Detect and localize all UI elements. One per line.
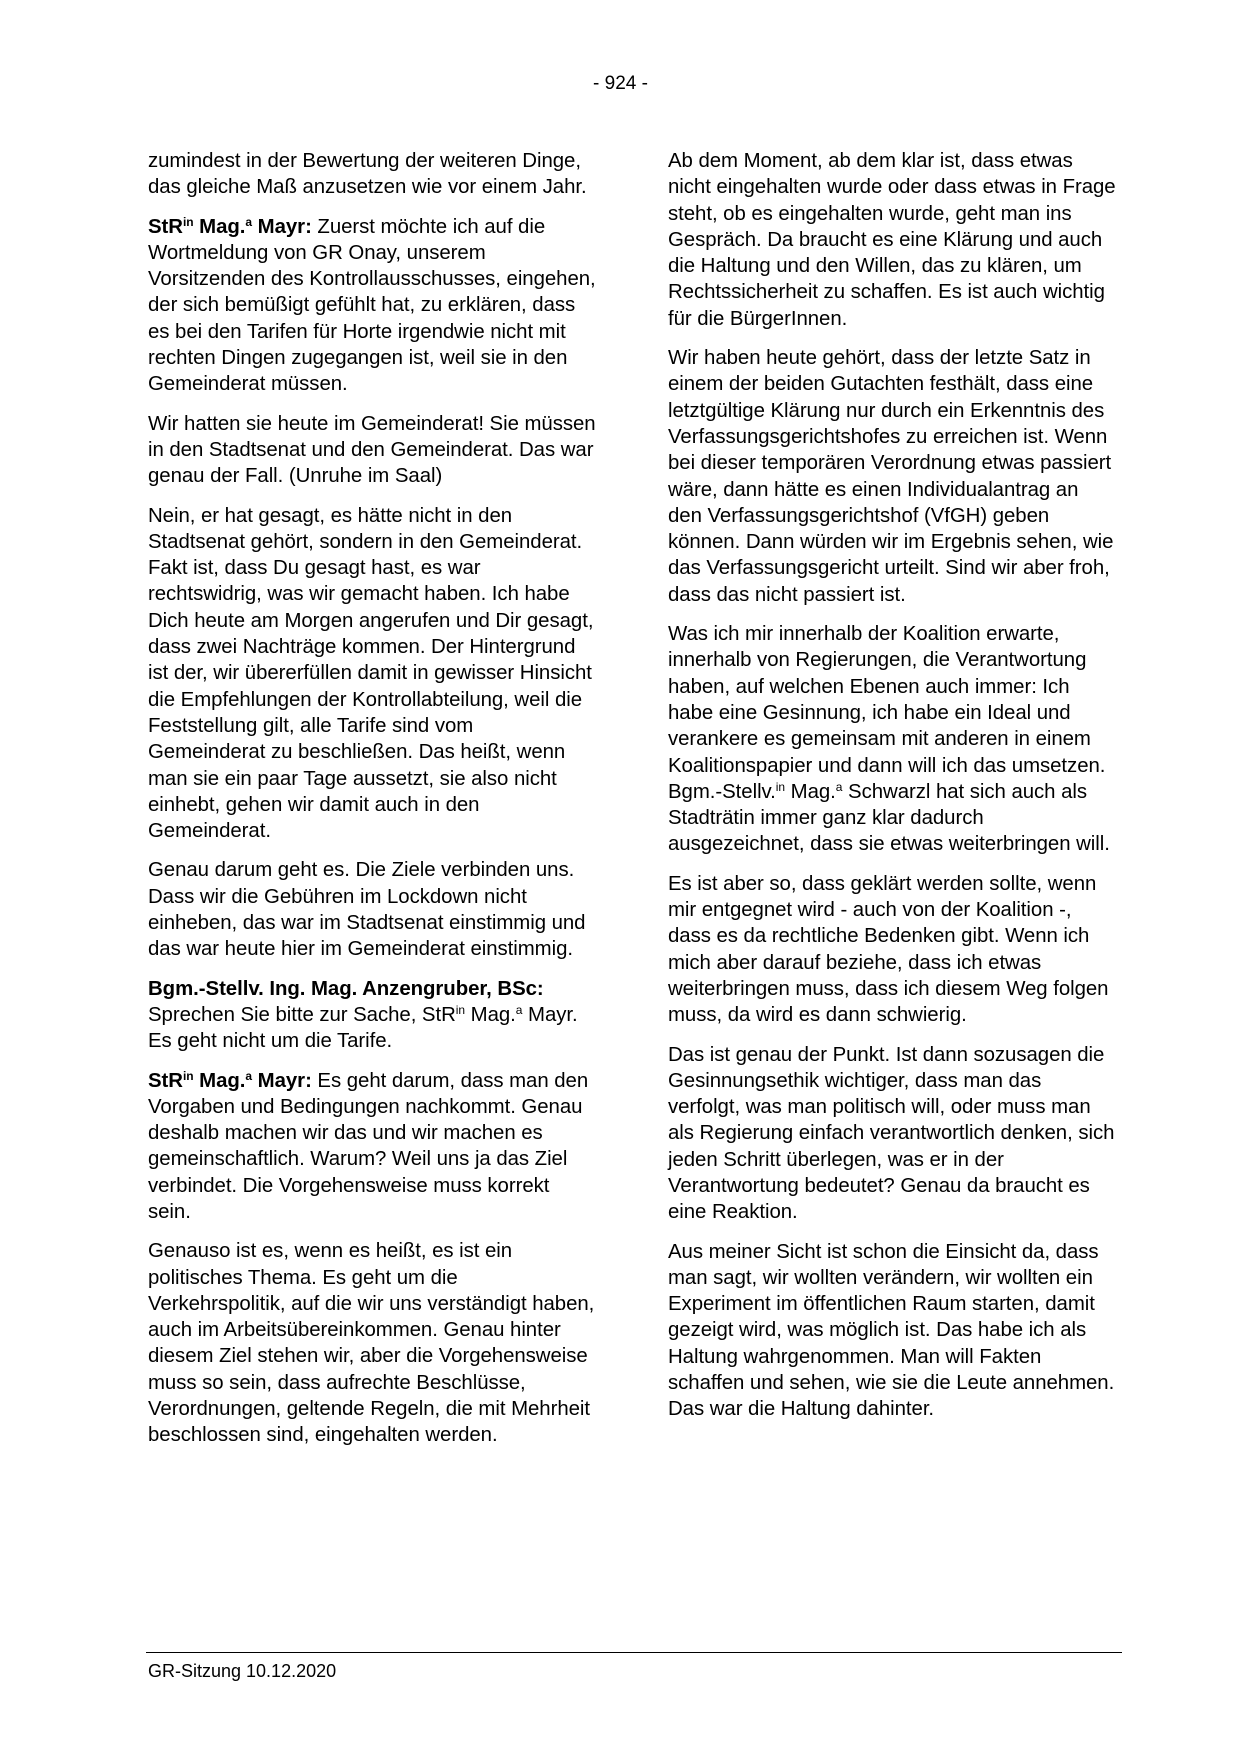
speech-text: Zuerst möchte ich auf die Wortmeldung von GR Onay, unserem Vorsitzenden des Kontrollausschusses, eingehen, der sich bemüßigt gefühlt hat, zu erklären, dass es bei den Tarifen für Horte irgendwie nicht mit rechten Dingen zugegangen ist, weil sie in den Gemeinderat müssen. (148, 215, 596, 396)
paragraph (668, 621, 1116, 858)
paragraph: Das ist genau der Punkt. Ist dann sozusagen die Gesinnungsethik wichtiger, dass man das verfolgt, was man politisch will, oder muss man als Regierung einfach verantwortlich denken, sich jeden Schritt überlegen, was er in der Verantwortung bedeutet? Genau da braucht es eine Reaktion. (668, 1043, 1115, 1224)
speaker-title: Mag. (193, 1069, 246, 1092)
paragraph: zumindest in der Bewertung der weiteren Dinge, das gleiche Maß anzusetzen wie vor einem Jahr. (148, 150, 587, 199)
paragraph: Es ist aber so, dass geklärt werden sollte, wenn mir entgegnet wird - auch von der Koalition -, dass es da rechtliche Bedenken gibt. Wenn ich mich aber darauf beziehe, dass ich etwas weiterbringen muss, dass ich diesem Weg folgen muss, da wird es dann schwierig. (668, 872, 1109, 1027)
paragraph-text: Mag. (785, 780, 836, 803)
speaker-title: Mag. (193, 215, 246, 238)
paragraph: Genauso ist es, wenn es heißt, es ist ein politisches Thema. Es geht um die Verkehrspolitik, auf die wir uns verständigt haben, auch im Arbeitsübereinkommen. Genau hinter diesem Ziel stehen wir, aber die Vorgehensweise muss so sein, dass aufrechte Beschlüsse, Verordnungen, geltende Regeln, die mit Mehrheit beschlossen sind, eingehalten werden. (148, 1240, 595, 1447)
paragraph: Nein, er hat gesagt, es hätte nicht in den Stadtsenat gehört, sondern in den Gemeinderat. Fakt ist, dass Du gesagt hast, es war rechtswidrig, was wir gemacht haben. Ich habe Dich heute am Morgen angerufen und Dir gesagt, dass zwei Nachträge kommen. Der Hintergrund ist der, wir übererfüllen damit in gewisser Hinsicht die Empfehlungen der Kontrollabteilung, weil die Feststellung gilt, alle Tarife sind vom Gemeinderat zu beschließen. Das heißt, wenn man sie ein paar Tage aussetzt, sie also nicht einhebt, gehen wir damit auch in den Gemeinderat. (148, 504, 594, 843)
paragraph: Wir hatten sie heute im Gemeinderat! Sie müssen in den Stadtsenat und den Gemeinderat. Das war genau der Fall. (Unruhe im Saal) (148, 412, 596, 488)
superscript: a (835, 779, 843, 794)
speaker-title: StR (148, 1069, 183, 1092)
speaker-name (148, 216, 312, 238)
paragraph: Aus meiner Sicht ist schon die Einsicht da, dass man sagt, wir wollten verändern, wir wollten ein Experiment im öffentlichen Raum starten, damit gezeigt wird, was möglich ist. Das habe ich als Haltung wahrgenommen. Man will Fakten schaffen und sehen, wie sie die Leute annehmen. Das war die Haltung dahinter. (668, 1240, 1115, 1421)
paragraph: Ab dem Moment, ab dem klar ist, dass etwas nicht eingehalten wurde oder dass etwas in Frage steht, ob es eingehalten wurde, geht man ins Gespräch. Da braucht es eine Klärung und auch die Haltung und den Willen, das zu klären, um Rechtssicherheit zu schaffen. Es ist auch wichtig für die BürgerInnen. (668, 150, 1116, 330)
paragraph-text: Schwarzl hat sich auch als Stadträtin immer ganz klar dadurch ausgezeichnet, dass sie etwas weiterbringen will. (668, 780, 1110, 856)
superscript: a (245, 1068, 253, 1083)
superscript: a (245, 214, 253, 229)
superscript: a (515, 1002, 523, 1017)
superscript: in (455, 1002, 466, 1017)
paragraph-speech (148, 1068, 596, 1226)
paragraph: Wir haben heute gehört, dass der letzte Satz in einem der beiden Gutachten festhält, dass eine letztgültige Klärung nur durch ein Erkenntnis des Verfassungsgerichtshofes zu erreichen ist. Wenn bei dieser temporären Verordnung etwas passiert wäre, dann hätte es einen Individualantrag an den Verfassungsgerichtshof (VfGH) geben können. Dann würden wir im Ergebnis sehen, wie das Verfassungsgericht urteilt. Sind wir aber froh, dass das nicht passiert ist. (668, 347, 1114, 606)
speaker-surname: Mayr: (252, 1069, 312, 1092)
speech-text: Mag. (465, 1003, 516, 1026)
superscript: in (182, 1068, 194, 1083)
speaker-name (148, 1070, 312, 1092)
paragraph-text: Was ich mir innerhalb der Koalition erwarte, innerhalb von Regierungen, die Verantwortung haben, auf welchen Ebenen auch immer: Ich habe eine Gesinnung, ich habe ein Ideal und verankere es gemeinsam mit anderen in einem Koalitionspapier und dann will ich das umsetzen. Bgm.-Stellv. (668, 623, 1106, 803)
speech-text: Sprechen Sie bitte zur Sache, StR (148, 1003, 456, 1026)
paragraph-speech (148, 976, 596, 1055)
speaker-name: Bgm.-Stellv. Ing. Mag. Anzengruber, BSc: (148, 977, 544, 1000)
paragraph: Genau darum geht es. Die Ziele verbinden uns. Dass wir die Gebühren im Lockdown nicht einheben, das war im Stadtsenat einstimmig und das war heute hier im Gemeinderat einstimmig. (148, 859, 586, 961)
speech-text: Es geht darum, dass man den Vorgaben und Bedingungen nachkommt. Genau deshalb machen wir das und wir machen es gemeinschaftlich. Warum? Weil uns ja das Ziel verbindet. Die Vorgehensweise muss korrekt sein. (148, 1069, 589, 1223)
superscript: in (775, 779, 786, 794)
speaker-title: StR (148, 215, 183, 238)
superscript: in (182, 214, 194, 229)
left-column (148, 148, 596, 1462)
paragraph-speech (148, 214, 596, 398)
footer-session-date: GR-Sitzung 10.12.2020 (148, 1661, 337, 1681)
speaker-surname: Mayr: (252, 215, 312, 238)
page-number: - 924 - (593, 73, 648, 94)
speech-text: Mayr. Es geht nicht um die Tarife. (148, 1003, 578, 1053)
footer-divider (146, 1652, 1122, 1653)
right-column (668, 148, 1116, 1436)
